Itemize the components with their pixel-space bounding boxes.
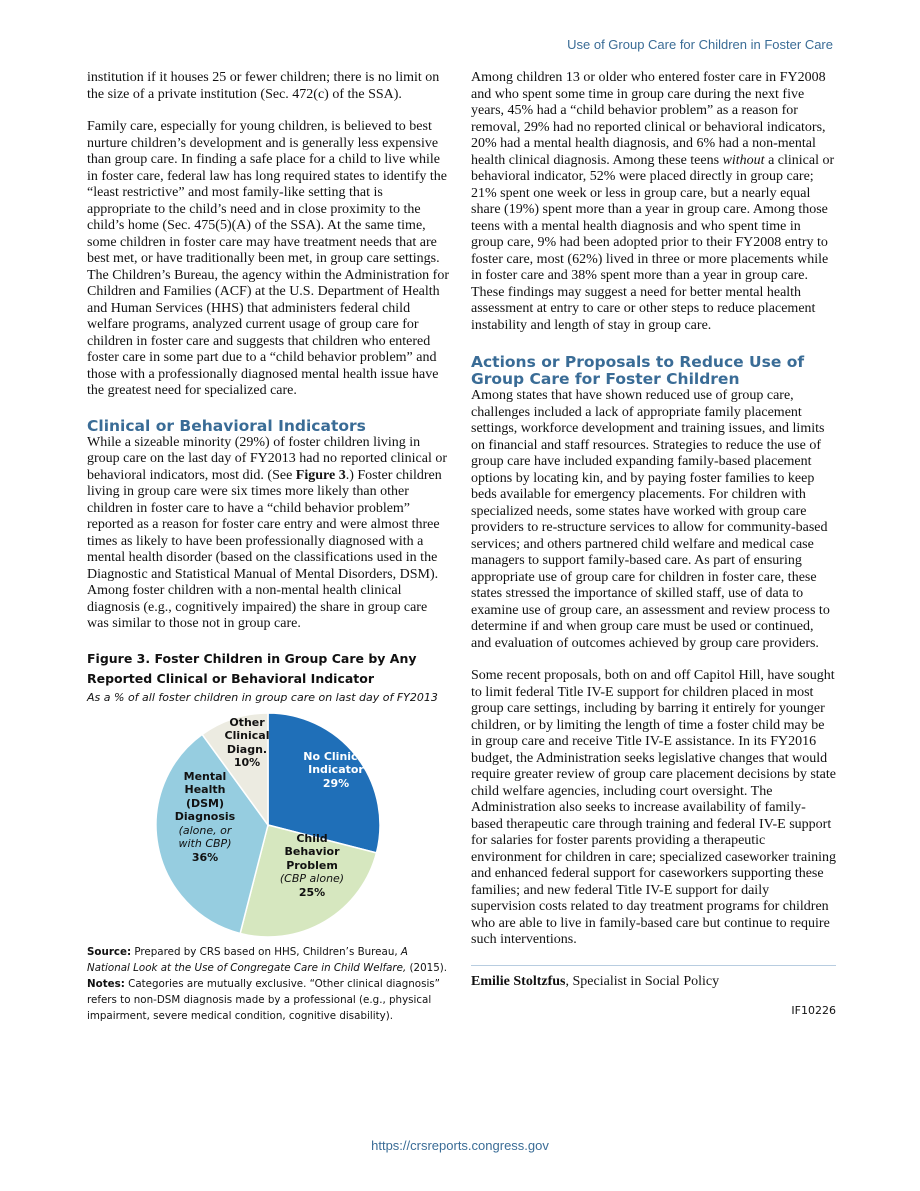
- pie-label-mental-health: [173, 770, 237, 865]
- pie-label-sub: (alone, or with CBP): [178, 823, 232, 850]
- figure-reference: Figure 3: [295, 467, 346, 483]
- pie-label-child-behavior: [257, 832, 367, 900]
- pie-label-pct: 36%: [191, 850, 219, 864]
- pie-label-line: Mental: [183, 769, 227, 783]
- pie-label-line: Diagn.: [226, 742, 268, 756]
- pie-label-line: Health: [184, 783, 226, 796]
- author-byline: Emilie Stoltzfus, Specialist in Social Policy: [471, 973, 720, 989]
- paragraph: Among states that have shown reduced use of group care, challenges included a lack of appropriate family placement settings, workforce development and training issues, and limits on financial and staff resources. Strategies to reduce the use of group care have included expanding family-based placement options by locating kin, and by paying foster families to keep beds available for emergency placements. For children with specialized needs, some states have worked with group care providers to re-structure services to allow for community-based services; and others partnered child welfare and medical case managers to support family-based care. As part of ensuring appropriate use of group care for children in foster care, these states stressed the importance of skilled staff, use of data to examine use of group care, an assessment and review process to determine if and when group care must be used or continued, and evaluation of outcomes achieved by group care providers.: [471, 388, 830, 651]
- pie-label-line: Child: [296, 831, 328, 845]
- pie-label-line: No Clinical: [303, 749, 369, 763]
- divider: [471, 965, 836, 966]
- paragraph: Some recent proposals, both on and off Capitol Hill, have sought to limit federal Title IV-E support for children placed in most group care settings, including by barring it entirely for younger children, or by limiting the length of time a foster child may be in group care and receive Title IV-E assistance. In its FY2016 budget, the Administration seeks legislative changes that would require greater review of group care placement decisions by state child welfare agencies, including court oversight. The Administration also seeks to increase availability of family-based therapeutic care through training and federal IV-E support for salaries for foster parents providing a therapeutic environment for children in care; specialized caseworker training and enhanced federal support for caseworkers supporting these families; and new federal Title IV-E support for daily supervision costs related to day treatment programs for children who are able to live in family-based care but continue to require such interventions.: [471, 668, 837, 947]
- section-heading-actions: Actions or Proposals to Reduce Use of Group Care for Foster Children: [471, 353, 805, 388]
- document-id: IF10226: [791, 1003, 836, 1017]
- footer-url[interactable]: https://crsreports.congress.gov: [371, 1138, 549, 1153]
- pie-label-sub: (CBP alone): [279, 872, 345, 885]
- running-header: Use of Group Care for Children in Foster Care: [567, 37, 833, 52]
- pie-label-line: Indicator: [308, 763, 364, 776]
- pie-label-line: Other: [229, 715, 265, 729]
- pie-chart: [87, 710, 449, 938]
- paragraph: While a sizeable minority (29%) of foster children living in group care on the last day of FY2013 had no reported clinical or behavioral indicators, most did. (See Figure 3.) Foster children living in group care were six times more likely than other children in foster care to have a “child behavior problem” reported as a reason for foster care entry and were almost three times as likely to have been professionally diagnosed with a mental health disorder (based on the classifications used in the Diagnostic and Statistical Manual of Mental Disorders, DSM). Among foster children with a non-mental health clinical diagnosis (e.g., cognitively impaired) the share in group care was similar to those not in group care.: [87, 434, 448, 631]
- pie-label-other-clinical: [217, 716, 277, 770]
- paragraph: Among children 13 or older who entered foster care in FY2008 and who spent some time in group care during the next five years, 45% had a “child behavior problem” as a reason for removal, 29% had no reported clinical or behavioral indicators, 20% had a mental health diagnosis, and 6% had a non-mental health clinical diagnosis. Among these teens without a clinical or behavioral indicator, 52% were placed directly in group care; 21% spent one week or less in group care, but a nearly equal share (19%) spent more than a year in group care. Among those teens with a mental health diagnosis and who spent time in group care, 9% had been adopted prior to their FY2008 entry to foster care, most (62%) lived in three or more placements while in foster care and 38% spent more than a year in group care. These findings may suggest a need for better mental health assessment at entry to care or other steps to reduce placement instability and length of stay in group care.: [471, 70, 835, 333]
- paragraph: Family care, especially for young children, is believed to best nurture children’s development and is generally less expensive than group care. In finding a safe place for a child to live while in foster care, federal law has long required states to identify the “least restrictive” and most family-like setting that is appropriate to the child’s need and in close proximity to the child’s home (Sec. 475(5)(A) of the SSA). At the same time, some children in foster care may have treatment needs that are best met, or have traditionally been met, in group care settings. The Children’s Bureau, the agency within the Administration for Children and Families (ACF) at the U.S. Department of Health and Human Services (HHS) that administers federal child welfare programs, analyzed current usage of group care for children in foster care and suggests that children who entered foster care in some part due to a “child behavior problem” and those with a professionally diagnosed mental health issue have the greatest need for specialized care.: [87, 119, 449, 398]
- right-column: [471, 70, 836, 1017]
- pie-label-line: Diagnosis: [174, 810, 236, 823]
- pie-label-pct: 10%: [233, 756, 261, 769]
- pie-label-pct: 29%: [322, 776, 350, 790]
- paragraph: institution if it houses 25 or fewer children; there is no limit on the size of a private institution (Sec. 472(c) of the SSA).: [87, 70, 440, 102]
- left-column: [87, 70, 449, 1024]
- figure-title: Figure 3. Foster Children in Group Care by Any Reported Clinical or Behavioral Indicator: [87, 650, 417, 686]
- pie-label-no-clinical: [281, 750, 391, 791]
- figure-subtitle: As a % of all foster children in group care on last day of FY2013: [87, 690, 438, 704]
- pie-label-line: Problem: [286, 858, 338, 872]
- section-heading-clinical: Clinical or Behavioral Indicators: [87, 416, 366, 435]
- pie-label-line: (DSM): [185, 796, 225, 810]
- pie-label-line: Clinical: [224, 729, 270, 742]
- pie-label-pct: 25%: [298, 885, 326, 899]
- pie-label-line: Behavior: [284, 845, 340, 858]
- figure-source-notes: Source: Prepared by CRS based on HHS, Children’s Bureau, A National Look at the Use of Congregate Care in Child Welfare, (2015). Notes: Categories are mutually exclusive. “Other clinical diagnosis” refers to non-DSM diagnosis made by a professional (e.g., physical impairment, severe medical condition, cognitive disability).: [87, 945, 448, 1022]
